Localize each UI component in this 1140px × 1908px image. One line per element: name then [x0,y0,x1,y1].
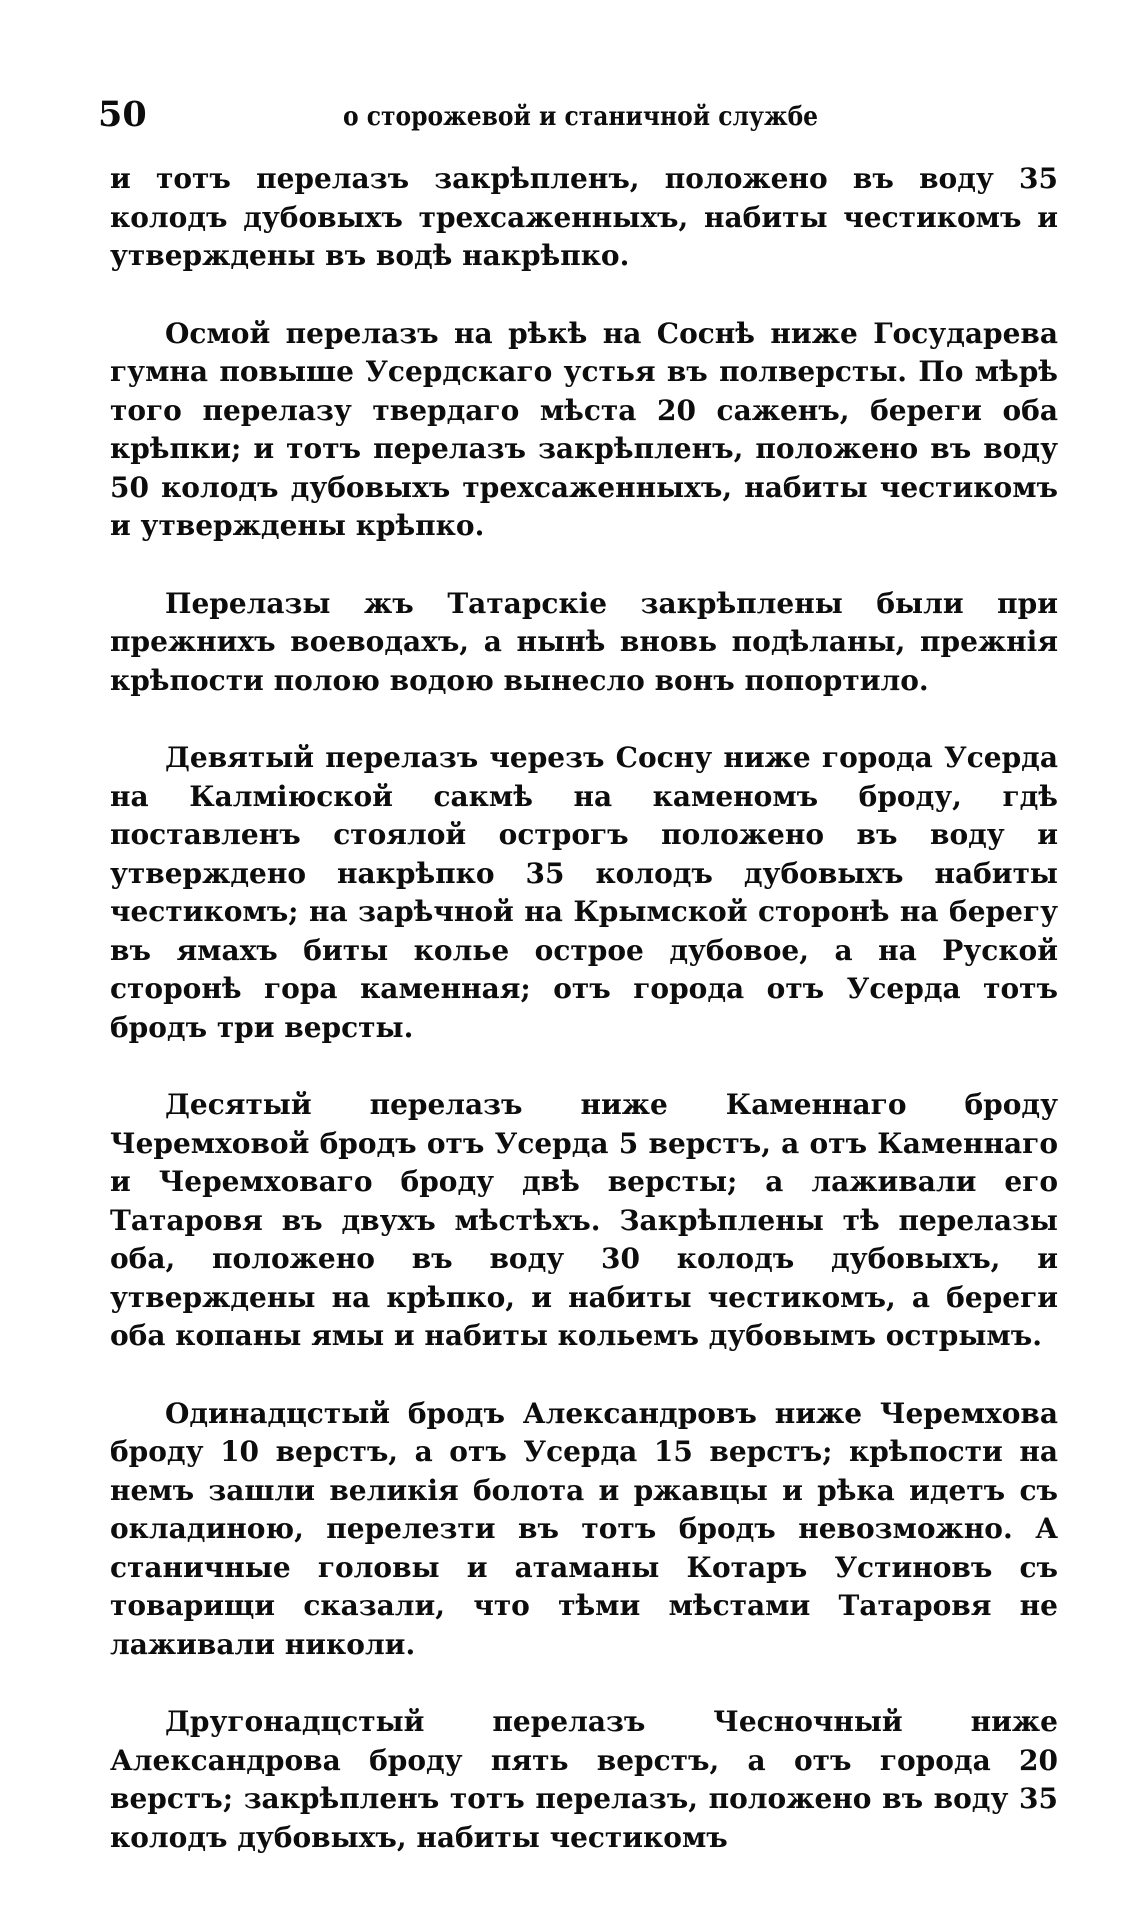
running-head: о сторожевой и станичной службе [343,102,819,132]
page-body [110,160,1058,1857]
paragraph: Перелазы жъ Татарскіе закрѣплены были при прежнихъ воеводахъ, а нынѣ вновь подѣланы, прежнія крѣпости полою водою вынесло вонъ попортило. [110,586,1058,697]
paragraph-continued: и тотъ перелазъ закрѣпленъ, положено въ воду 35 колодъ дубовыхъ трехсаженныхъ, набиты честикомъ и утверждены въ водѣ накрѣпко. [110,162,1058,272]
paragraph: Другонадцстый перелазъ Чесночный ниже Александрова броду пять верстъ, а отъ города 20 верстъ; закрѣпленъ тотъ перелазъ, положено въ воду 35 колодъ дубовыхъ, набиты честикомъ [110,1705,1058,1854]
paragraph: Одинадцстый бродъ Александровъ ниже Черемхова броду 10 верстъ, а отъ Усерда 15 верстъ; крѣпости на немъ зашли великія болота и ржавцы и рѣка идетъ съ окладиною, перелезти въ тотъ бродъ невозможно. А станичные головы и атаманы Котаръ Устиновъ съ товарищи сказали, что тѣми мѣстами Татаровя не лаживали николи. [110,1396,1058,1661]
paragraph: Девятый перелазъ черезъ Сосну ниже города Усерда на Калміюской сакмѣ на каменомъ броду, гдѣ поставленъ стоялой острогъ положено въ воду и утверждено накрѣпко 35 колодъ дубовыхъ набиты честикомъ; на зарѣчной на Крымской сторонѣ на берегу въ ямахъ биты колье острое дубовое, а на Руской сторонѣ гора каменная; отъ города отъ Усерда тотъ бродъ три версты. [110,741,1058,1044]
paragraph: Десятый перелазъ ниже Каменнаго броду Черемховой бродъ отъ Усерда 5 верстъ, а отъ Каменнаго и Черемховаго броду двѣ версты; а лаживали его Татаровя въ двухъ мѣстѣхъ. Закрѣплены тѣ перелазы оба, положено въ воду 30 колодъ дубовыхъ, и утверждены на крѣпко, и набиты честикомъ, а береги оба копаны ямы и набиты кольемъ дубовымъ острымъ. [110,1088,1058,1352]
page-header [98,94,1058,144]
page-number: 50 [98,94,147,135]
paragraph: Осмой перелазъ на рѣкѣ на Соснѣ ниже Государева гумна повыше Усердскаго устья въ полверсты. По мѣрѣ того перелазу твердаго мѣста 20 саженъ, береги оба крѣпки; и тотъ перелазъ закрѣпленъ, положено въ воду 50 колодъ дубовыхъ трехсаженныхъ, набиты честикомъ и утверждены крѣпко. [110,316,1058,542]
